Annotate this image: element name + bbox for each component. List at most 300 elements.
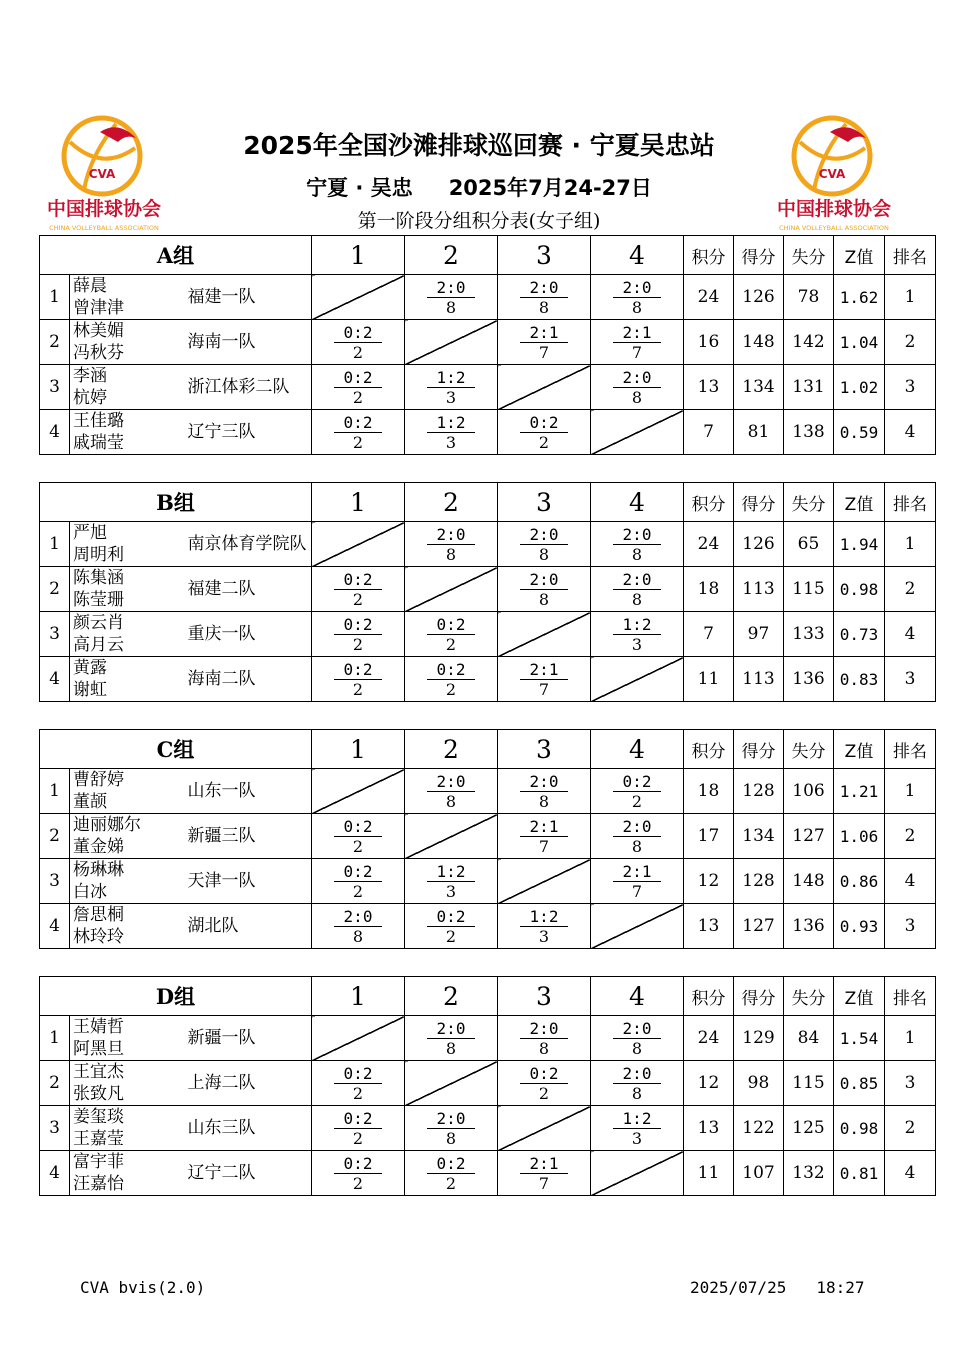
match-result — [591, 612, 684, 657]
stat-header-scored: 得分 — [734, 483, 784, 522]
player-name: 白冰 — [73, 882, 107, 902]
z-value: 0.98 — [834, 1106, 885, 1151]
player-name: 詹思桐 — [73, 905, 124, 925]
match-points: 8 — [445, 1038, 457, 1058]
match-result — [591, 769, 684, 814]
match-result — [591, 567, 684, 612]
rank-value: 4 — [885, 612, 936, 657]
header-row — [40, 483, 936, 522]
set-score: 2:0 — [427, 772, 476, 792]
match-points: 2 — [445, 926, 457, 946]
self-match-cell — [591, 904, 684, 949]
self-match-cell — [312, 1016, 405, 1061]
points-value: 17 — [684, 814, 734, 859]
match-points: 8 — [631, 387, 643, 407]
self-match-cell — [405, 320, 498, 365]
scored-value: 97 — [734, 612, 784, 657]
seq-number: 1 — [40, 1016, 70, 1061]
team-row — [40, 365, 936, 410]
self-match-cell — [312, 769, 405, 814]
stat-header-scored: 得分 — [734, 977, 784, 1016]
set-score: 0:2 — [613, 772, 662, 792]
conceded-value: 78 — [784, 275, 834, 320]
team-row — [40, 904, 936, 949]
z-value: 1.06 — [834, 814, 885, 859]
match-result — [591, 522, 684, 567]
match-score — [334, 1154, 383, 1193]
match-points: 2 — [538, 1083, 550, 1103]
match-score — [613, 862, 662, 901]
set-score: 2:0 — [613, 1064, 662, 1084]
opponent-column-header: 1 — [312, 483, 405, 522]
header-row — [40, 236, 936, 275]
z-value: 1.54 — [834, 1016, 885, 1061]
rank-value: 3 — [885, 365, 936, 410]
match-result — [591, 1016, 684, 1061]
player-name: 董颉 — [73, 792, 107, 812]
footer-version: CVA bvis(2.0) — [80, 1278, 206, 1297]
opponent-column-header: 3 — [498, 730, 591, 769]
conceded-value: 133 — [784, 612, 834, 657]
rank-value: 2 — [885, 1106, 936, 1151]
set-score: 1:2 — [427, 862, 476, 882]
match-score — [427, 862, 476, 901]
team-name: 辽宁三队 — [188, 410, 312, 455]
match-points: 2 — [352, 589, 364, 609]
match-points: 2 — [445, 1173, 457, 1193]
seq-number: 4 — [40, 1151, 70, 1196]
match-points: 2 — [445, 679, 457, 699]
points-value: 7 — [684, 612, 734, 657]
player-name: 富宇菲 — [73, 1152, 124, 1172]
z-value: 0.73 — [834, 612, 885, 657]
page-title: 2025年全国沙滩排球巡回赛 · 宁夏吴忠站 — [243, 131, 715, 160]
player-names — [70, 657, 188, 702]
seq-number: 3 — [40, 859, 70, 904]
set-score: 2:0 — [427, 1019, 476, 1039]
player-names — [70, 365, 188, 410]
stat-header-rank: 排名 — [885, 236, 936, 275]
set-score: 0:2 — [334, 1064, 383, 1084]
points-value: 16 — [684, 320, 734, 365]
match-result — [405, 769, 498, 814]
scored-value: 113 — [734, 657, 784, 702]
svg-text:CHINA VOLLEYBALL ASSOCIATION: CHINA VOLLEYBALL ASSOCIATION — [779, 224, 889, 232]
stat-header-zvalue: Z值 — [834, 483, 885, 522]
match-points: 2 — [352, 1173, 364, 1193]
set-score: 0:2 — [520, 1064, 569, 1084]
match-result — [591, 365, 684, 410]
scored-value: 126 — [734, 522, 784, 567]
team-row — [40, 657, 936, 702]
rank-value: 1 — [885, 1016, 936, 1061]
match-points: 8 — [631, 589, 643, 609]
match-result — [498, 814, 591, 859]
set-score: 0:2 — [334, 862, 383, 882]
rank-value: 1 — [885, 769, 936, 814]
set-score: 0:2 — [427, 615, 476, 635]
conceded-value: 131 — [784, 365, 834, 410]
match-score — [613, 615, 662, 654]
stat-header-conceded: 失分 — [784, 236, 834, 275]
stat-header-points: 积分 — [684, 236, 734, 275]
seq-number: 2 — [40, 814, 70, 859]
stat-header-rank: 排名 — [885, 483, 936, 522]
match-score — [427, 413, 476, 452]
set-score: 2:0 — [613, 525, 662, 545]
rank-value: 2 — [885, 567, 936, 612]
stat-header-zvalue: Z值 — [834, 730, 885, 769]
z-value: 0.81 — [834, 1151, 885, 1196]
player-name: 冯秋芬 — [73, 343, 124, 363]
team-row — [40, 612, 936, 657]
match-result — [312, 1106, 405, 1151]
scored-value: 98 — [734, 1061, 784, 1106]
match-points: 8 — [445, 544, 457, 564]
match-result — [405, 1106, 498, 1151]
player-name: 王宜杰 — [73, 1062, 124, 1082]
team-row — [40, 1106, 936, 1151]
player-name: 董金娣 — [73, 837, 124, 857]
player-name: 王婧哲 — [73, 1017, 124, 1037]
match-score — [520, 1064, 569, 1103]
conceded-value: 148 — [784, 859, 834, 904]
self-match-cell — [405, 1061, 498, 1106]
match-points: 8 — [538, 791, 550, 811]
set-score: 0:2 — [334, 817, 383, 837]
team-name: 海南二队 — [188, 657, 312, 702]
match-score — [427, 907, 476, 946]
rank-value: 2 — [885, 814, 936, 859]
player-names — [70, 769, 188, 814]
z-value: 0.98 — [834, 567, 885, 612]
match-points: 7 — [538, 679, 550, 699]
seq-number: 1 — [40, 769, 70, 814]
conceded-value: 125 — [784, 1106, 834, 1151]
team-row — [40, 410, 936, 455]
match-score — [427, 368, 476, 407]
match-result — [405, 1151, 498, 1196]
set-score: 1:2 — [520, 907, 569, 927]
set-score: 2:0 — [520, 525, 569, 545]
scored-value: 128 — [734, 859, 784, 904]
group-name: B组 — [40, 483, 312, 522]
player-names — [70, 522, 188, 567]
seq-number: 2 — [40, 567, 70, 612]
group-table — [39, 729, 936, 949]
points-value: 24 — [684, 1016, 734, 1061]
team-name: 福建二队 — [188, 567, 312, 612]
match-points: 8 — [631, 1038, 643, 1058]
match-points: 2 — [352, 1128, 364, 1148]
seq-number: 1 — [40, 522, 70, 567]
match-points: 8 — [538, 589, 550, 609]
set-score: 1:2 — [613, 615, 662, 635]
stat-header-points: 积分 — [684, 730, 734, 769]
player-names — [70, 320, 188, 365]
points-value: 13 — [684, 904, 734, 949]
stat-header-conceded: 失分 — [784, 730, 834, 769]
match-points: 2 — [631, 791, 643, 811]
match-score — [613, 368, 662, 407]
match-points: 8 — [631, 297, 643, 317]
player-names — [70, 1106, 188, 1151]
team-row — [40, 1151, 936, 1196]
match-score — [520, 323, 569, 362]
match-score — [613, 1064, 662, 1103]
match-points: 2 — [352, 432, 364, 452]
match-score — [613, 772, 662, 811]
set-score: 2:1 — [613, 862, 662, 882]
match-points: 8 — [538, 544, 550, 564]
player-name: 曹舒婷 — [73, 770, 124, 790]
player-names — [70, 1151, 188, 1196]
event-dates: 2025年7月24-27日 — [448, 176, 652, 200]
match-result — [498, 522, 591, 567]
match-score — [427, 615, 476, 654]
match-result — [312, 320, 405, 365]
match-result — [312, 1151, 405, 1196]
seq-number: 2 — [40, 320, 70, 365]
match-score — [427, 525, 476, 564]
player-name: 黄露 — [73, 658, 107, 678]
player-names — [70, 1016, 188, 1061]
rank-value: 3 — [885, 657, 936, 702]
set-score: 2:1 — [520, 323, 569, 343]
match-points: 7 — [538, 342, 550, 362]
header-row — [40, 977, 936, 1016]
points-value: 24 — [684, 522, 734, 567]
set-score: 0:2 — [334, 368, 383, 388]
set-score: 2:1 — [520, 660, 569, 680]
match-points: 8 — [631, 836, 643, 856]
team-name: 南京体育学院队 — [188, 522, 312, 567]
match-points: 2 — [352, 634, 364, 654]
group-table — [39, 482, 936, 702]
rank-value: 3 — [885, 1061, 936, 1106]
player-names — [70, 904, 188, 949]
points-value: 24 — [684, 275, 734, 320]
match-result — [405, 612, 498, 657]
match-points: 7 — [538, 836, 550, 856]
match-result — [312, 365, 405, 410]
stat-header-scored: 得分 — [734, 730, 784, 769]
seq-number: 4 — [40, 904, 70, 949]
player-name: 谢虹 — [73, 680, 107, 700]
seq-number: 4 — [40, 410, 70, 455]
scored-value: 107 — [734, 1151, 784, 1196]
set-score: 0:2 — [427, 1154, 476, 1174]
opponent-column-header: 3 — [498, 483, 591, 522]
z-value: 0.93 — [834, 904, 885, 949]
opponent-column-header: 2 — [405, 730, 498, 769]
set-score: 2:0 — [520, 772, 569, 792]
match-result — [405, 904, 498, 949]
match-score — [427, 1019, 476, 1058]
player-name: 李涵 — [73, 366, 107, 386]
conceded-value: 138 — [784, 410, 834, 455]
scored-value: 122 — [734, 1106, 784, 1151]
match-result — [591, 275, 684, 320]
self-match-cell — [498, 612, 591, 657]
set-score: 2:0 — [427, 278, 476, 298]
team-name: 重庆一队 — [188, 612, 312, 657]
z-value: 0.59 — [834, 410, 885, 455]
team-name: 湖北队 — [188, 904, 312, 949]
self-match-cell — [591, 1151, 684, 1196]
match-points: 2 — [352, 836, 364, 856]
set-score: 2:0 — [613, 570, 662, 590]
match-score — [334, 817, 383, 856]
match-points: 2 — [538, 432, 550, 452]
team-name: 福建一队 — [188, 275, 312, 320]
conceded-value: 142 — [784, 320, 834, 365]
match-points: 7 — [538, 1173, 550, 1193]
match-score — [334, 660, 383, 699]
opponent-column-header: 4 — [591, 483, 684, 522]
match-result — [591, 1061, 684, 1106]
match-score — [334, 1109, 383, 1148]
player-name: 颜云肖 — [73, 613, 124, 633]
set-score: 2:0 — [520, 570, 569, 590]
player-name: 薛晨 — [73, 276, 107, 296]
points-value: 12 — [684, 859, 734, 904]
set-score: 2:0 — [613, 278, 662, 298]
svg-text:中国排球协会: 中国排球协会 — [46, 198, 162, 220]
opponent-column-header: 1 — [312, 730, 405, 769]
match-points: 2 — [352, 679, 364, 699]
match-result — [498, 320, 591, 365]
set-score: 1:2 — [427, 413, 476, 433]
team-name: 新疆三队 — [188, 814, 312, 859]
team-name: 上海二队 — [188, 1061, 312, 1106]
set-score: 0:2 — [334, 1154, 383, 1174]
match-points: 8 — [352, 926, 364, 946]
player-name: 张致凡 — [73, 1084, 124, 1104]
match-score — [427, 1109, 476, 1148]
player-name: 杭婷 — [73, 388, 107, 408]
player-name: 迪丽娜尔 — [73, 815, 141, 835]
match-score — [613, 525, 662, 564]
footer-date: 2025/07/25 — [690, 1278, 787, 1297]
match-points: 3 — [538, 926, 550, 946]
set-score: 0:2 — [334, 1109, 383, 1129]
player-name: 陈莹珊 — [73, 590, 124, 610]
team-name: 海南一队 — [188, 320, 312, 365]
set-score: 2:0 — [520, 1019, 569, 1039]
stat-header-zvalue: Z值 — [834, 236, 885, 275]
match-result — [405, 1016, 498, 1061]
footer-timestamp — [690, 1278, 865, 1297]
opponent-column-header: 2 — [405, 977, 498, 1016]
scored-value: 134 — [734, 814, 784, 859]
set-score: 2:1 — [520, 1154, 569, 1174]
set-score: 2:0 — [427, 525, 476, 545]
match-score — [520, 525, 569, 564]
stat-header-rank: 排名 — [885, 730, 936, 769]
rank-value: 1 — [885, 522, 936, 567]
self-match-cell — [312, 275, 405, 320]
match-score — [334, 323, 383, 362]
match-score — [334, 862, 383, 901]
match-result — [498, 410, 591, 455]
team-row — [40, 814, 936, 859]
z-value: 1.21 — [834, 769, 885, 814]
self-match-cell — [312, 522, 405, 567]
event-subtitle — [0, 172, 958, 202]
match-points: 2 — [352, 881, 364, 901]
conceded-value: 65 — [784, 522, 834, 567]
conceded-value: 127 — [784, 814, 834, 859]
match-points: 2 — [352, 1083, 364, 1103]
player-name: 曾津津 — [73, 298, 124, 318]
match-score — [613, 570, 662, 609]
team-row — [40, 859, 936, 904]
opponent-column-header: 3 — [498, 236, 591, 275]
match-result — [312, 612, 405, 657]
stat-header-rank: 排名 — [885, 977, 936, 1016]
z-value: 1.02 — [834, 365, 885, 410]
seq-number: 4 — [40, 657, 70, 702]
player-name: 王佳璐 — [73, 411, 124, 431]
set-score: 1:2 — [427, 368, 476, 388]
set-score: 2:1 — [520, 817, 569, 837]
points-value: 7 — [684, 410, 734, 455]
seq-number: 3 — [40, 612, 70, 657]
player-names — [70, 567, 188, 612]
opponent-column-header: 1 — [312, 236, 405, 275]
seq-number: 2 — [40, 1061, 70, 1106]
stat-header-zvalue: Z值 — [834, 977, 885, 1016]
set-score: 0:2 — [334, 660, 383, 680]
match-result — [498, 1016, 591, 1061]
match-result — [591, 320, 684, 365]
match-score — [334, 615, 383, 654]
conceded-value: 136 — [784, 904, 834, 949]
match-score — [427, 660, 476, 699]
conceded-value: 132 — [784, 1151, 834, 1196]
stat-header-scored: 得分 — [734, 236, 784, 275]
group-name: C组 — [40, 730, 312, 769]
scored-value: 126 — [734, 275, 784, 320]
z-value: 1.62 — [834, 275, 885, 320]
match-points: 8 — [631, 544, 643, 564]
player-name: 林玲玲 — [73, 927, 124, 947]
match-score — [520, 772, 569, 811]
match-score — [520, 278, 569, 317]
player-names — [70, 814, 188, 859]
match-result — [312, 657, 405, 702]
set-score: 1:2 — [613, 1109, 662, 1129]
match-result — [312, 859, 405, 904]
player-name: 周明利 — [73, 545, 124, 565]
match-result — [498, 904, 591, 949]
set-score: 2:0 — [613, 1019, 662, 1039]
seq-number: 3 — [40, 365, 70, 410]
opponent-column-header: 2 — [405, 483, 498, 522]
z-value: 1.04 — [834, 320, 885, 365]
match-score — [427, 1154, 476, 1193]
match-points: 8 — [631, 1083, 643, 1103]
svg-text:CVA: CVA — [818, 167, 846, 181]
match-points: 7 — [631, 881, 643, 901]
points-value: 11 — [684, 657, 734, 702]
svg-text:CVA: CVA — [88, 167, 116, 181]
set-score: 0:2 — [520, 413, 569, 433]
player-name: 陈集涵 — [73, 568, 124, 588]
conceded-value: 136 — [784, 657, 834, 702]
match-score — [427, 772, 476, 811]
